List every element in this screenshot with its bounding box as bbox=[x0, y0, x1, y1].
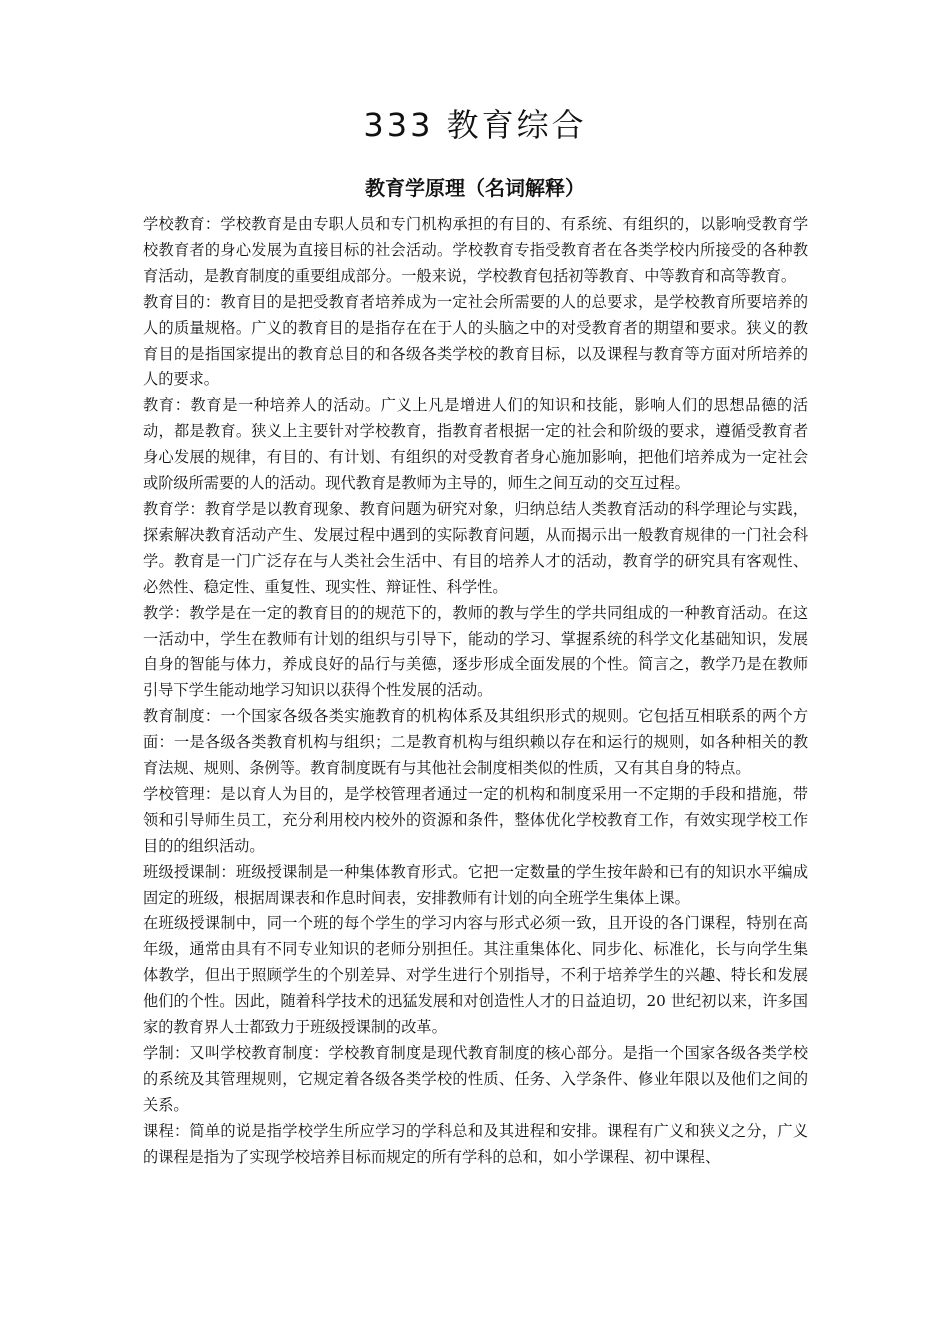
term-education-goal: 教育目的：教育目的是把受教育者培养成为一定社会所需要的人的总要求，是学校教育所要培养的人的质量规格。广义的教育目的是指存在在于人的头脑之中的对受教育者的期望和要求。狭义的教育目的是指国家提出的教育总目的和各级各类学校的教育目标，以及课程与教育等方面对所培养的人的要求。 bbox=[143, 292, 808, 389]
term-school-management: 学校管理：是以育人为目的，是学校管理者通过一定的机构和制度采用一不定期的手段和措施，带领和引导师生员工，充分利用校内校外的资源和条件，整体优化学校教育工作，有效实现学校工作目的的组织活动。 bbox=[143, 784, 808, 855]
document-title: 333 教育综合 bbox=[363, 106, 587, 144]
term-curriculum: 课程：简单的说是指学校学生所应学习的学科总和及其进程和安排。课程有广义和狭义之分，广义的课程是指为了实现学校培养目标而规定的所有学科的总和，如小学课程、初中课程、 bbox=[143, 1121, 808, 1166]
document-body bbox=[143, 212, 808, 1222]
term-school-education: 学校教育：学校教育是由专职人员和专门机构承担的有目的、有系统、有组织的，以影响受教育学校教育者的身心发展为直接目标的社会活动。学校教育专指受教育者在各类学校内所接受的各种教育活动，是教育制度的重要组成部分。一般来说，学校教育包括初等教育、中等教育和高等教育。 bbox=[143, 215, 808, 285]
term-teaching: 教学：教学是在一定的教育目的的规范下的，教师的教与学生的学共同组成的一种教育活动。在这一活动中，学生在教师有计划的组织与引导下，能动的学习、掌握系统的科学文化基础知识，发展自身的智能与体力，养成良好的品行与美德，逐步形成全面发展的个性。简言之，教学乃是在教师引导下学生能动地学习知识以获得个性发展的活动。 bbox=[143, 603, 808, 700]
paragraph-class-teaching-system-detail: 在班级授课制中，同一个班的每个学生的学习内容与形式必须一致，且开设的各门课程，特别在高年级，通常由具有不同专业知识的老师分别担任。其注重集体化、同步化、标准化，长与向学生集体教学，但出于照顾学生的个别差异、对学生进行个别指导，不利于培养学生的兴趣、特长和发展他们的个性。因此，随着科学技术的迅猛发展和对创造性人才的日益迫切，20 世纪初以来，许多国家的教育界人士都致力于班级授课制的改革。 bbox=[143, 914, 808, 1037]
term-class-teaching-system: 班级授课制：班级授课制是一种集体教育形式。它把一定数量的学生按年龄和已有的知识水平编成固定的班级，根据周课表和作息时间表，安排教师有计划的向全班学生集体上课。 bbox=[143, 862, 808, 907]
section-title: 教育学原理（名词解释） bbox=[365, 176, 585, 200]
term-education: 教育：教育是一种培养人的活动。广义上凡是增进人们的知识和技能，影响人们的思想品德的活动，都是教育。狭义上主要针对学校教育，指教育者根据一定的社会和阶级的要求，遵循受教育者身心发展的规律，有目的、有计划、有组织的对受教育者身心施加影响，把他们培养成为一定社会或阶级所需要的人的活动。现代教育是教师为主导的，师生之间互动的交互过程。 bbox=[143, 396, 808, 493]
term-education-system: 教育制度：一个国家各级各类实施教育的机构体系及其组织形式的规则。它包括互相联系的两个方面：一是各级各类教育机构与组织；二是教育机构与组织赖以存在和运行的规则，如各种相关的教育法规、规则、条例等。教育制度既有与其他社会制度相类似的性质，又有其自身的特点。 bbox=[143, 707, 808, 778]
term-school-system: 学制：又叫学校教育制度：学校教育制度是现代教育制度的核心部分。是指一个国家各级各类学校的系统及其管理规则，它规定着各级各类学校的性质、任务、入学条件、修业年限以及他们之间的关系。 bbox=[143, 1044, 808, 1114]
term-pedagogy: 教育学：教育学是以教育现象、教育问题为研究对象，归纳总结人类教育活动的科学理论与实践，探索解决教育活动产生、发展过程中遇到的实际教育问题，从而揭示出一般教育规律的一门社会科学。教育是一门广泛存在与人类社会生活中、有目的培养人才的活动，教育学的研究具有客观性、必然性、稳定性、重复性、现实性、辩证性、科学性。 bbox=[143, 499, 808, 596]
